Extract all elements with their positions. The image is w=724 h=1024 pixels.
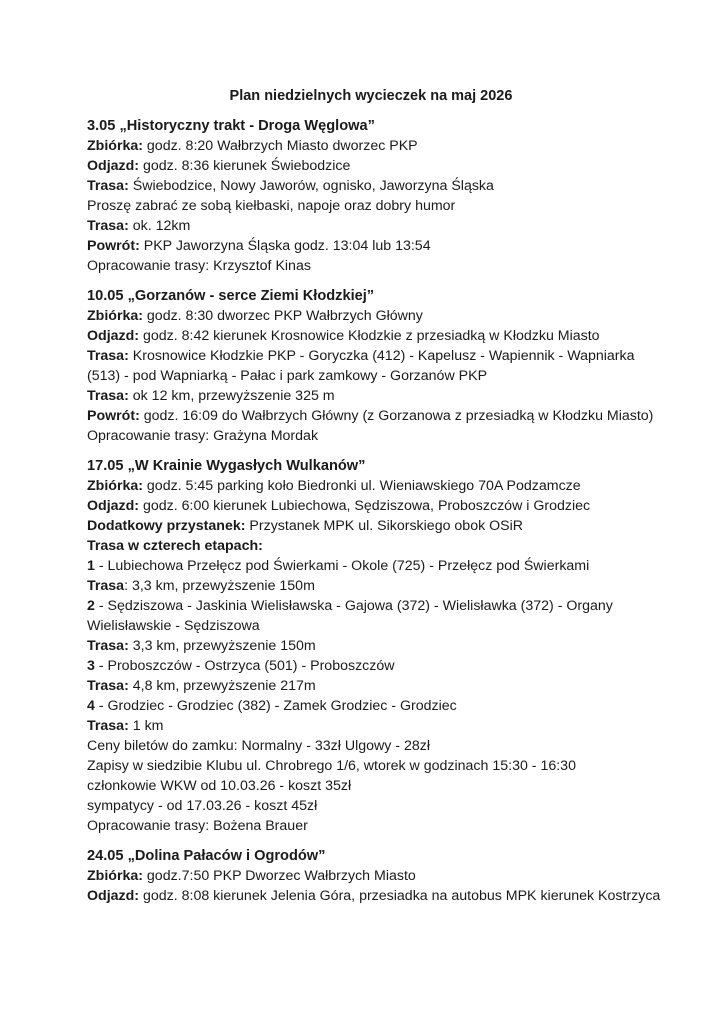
detail-text: ok. 12km [128, 218, 191, 234]
detail-label: 1 [87, 558, 95, 574]
trip-section [87, 116, 667, 276]
trip-detail-line [87, 516, 667, 536]
trip-detail-line [87, 716, 667, 736]
detail-text: Świebodzice, Nowy Jaworów, ognisko, Jaworzyna Śląska [128, 178, 494, 194]
trip-detail-line [87, 156, 667, 176]
detail-label: Trasa [87, 578, 125, 594]
detail-label: Trasa: [87, 388, 129, 404]
trip-detail-line [87, 796, 667, 816]
trip-detail-line [87, 756, 667, 776]
trip-detail-line [87, 256, 667, 276]
trip-detail-line [87, 216, 667, 236]
trip-detail-line [87, 556, 667, 576]
detail-label: Odjazd: [87, 158, 140, 174]
detail-text: 3,3 km, przewyższenie 150m [128, 638, 316, 654]
detail-label: Trasa: [87, 718, 129, 734]
trip-detail-line [87, 406, 667, 426]
trip-detail-line [87, 196, 667, 216]
detail-text: godz. 8:20 Wałbrzych Miasto dworzec PKP [142, 138, 418, 154]
detail-text: godz. 8:30 dworzec PKP Wałbrzych Główny [142, 308, 423, 324]
detail-text: - Proboszczów - Ostrzyca (501) - Proboszczów [94, 658, 395, 674]
detail-text: godz. 8:36 kierunek Świebodzice [139, 158, 351, 174]
detail-text: Opracowanie trasy: Krzysztof Kinas [87, 258, 311, 274]
detail-text: : 3,3 km, przewyższenie 150m [124, 578, 315, 594]
detail-label: Powrót: [87, 238, 140, 254]
document-page [87, 86, 667, 916]
detail-text: godz. 8:08 kierunek Jelenia Góra, przesiadka na autobus MPK kierunek Kostrzyca [139, 888, 661, 904]
detail-text: godz. 6:00 kierunek Lubiechowa, Sędziszowa, Proboszczów i Grodziec [139, 498, 591, 514]
detail-text: - Grodziec - Grodziec (382) - Zamek Grodziec - Grodziec [94, 698, 457, 714]
detail-text: - Sędziszowa - Jaskinia Wielisławska - Gajowa (372) - Wielisławka (372) - Organy Wielisławskie - Sędziszowa [87, 598, 613, 634]
detail-text: Zapisy w siedzibie Klubu ul. Chrobrego 1/6, wtorek w godzinach 15:30 - 16:30 [87, 758, 576, 774]
trip-detail-line [87, 426, 667, 446]
detail-text: godz.7:50 PKP Dworzec Wałbrzych Miasto [142, 868, 416, 884]
detail-text: - Lubiechowa Przełęcz pod Świerkami - Okole (725) - Przełęcz pod Świerkami [94, 558, 590, 574]
detail-label: Powrót: [87, 408, 140, 424]
trip-detail-line [87, 136, 667, 156]
trip-detail-line [87, 496, 667, 516]
trip-detail-line [87, 636, 667, 656]
trip-section [87, 846, 667, 906]
detail-label: 2 [87, 598, 95, 614]
detail-label: Dodatkowy przystanek: [87, 518, 246, 534]
trip-detail-line [87, 866, 667, 886]
detail-text: godz. 5:45 parking koło Biedronki ul. Wieniawskiego 70A Podzamcze [142, 478, 581, 494]
trip-detail-line [87, 676, 667, 696]
detail-label: Trasa: [87, 218, 129, 234]
document-title: Plan niedzielnych wycieczek na maj 2026 [229, 88, 513, 104]
trip-heading: 10.05 „Gorzanów - serce Ziemi Kłodzkiej” [87, 288, 375, 304]
trip-detail-line [87, 236, 667, 256]
detail-text: Opracowanie trasy: Bożena Brauer [87, 818, 308, 834]
detail-text: Proszę zabrać ze sobą kiełbaski, napoje oraz dobry humor [87, 198, 456, 214]
trip-section [87, 286, 667, 446]
trip-detail-line [87, 326, 667, 346]
detail-label: Trasa: [87, 178, 129, 194]
trip-heading: 17.05 „W Krainie Wygasłych Wulkanów” [87, 458, 366, 474]
detail-label: Trasa: [87, 348, 129, 364]
detail-text: ok 12 km, przewyższenie 325 m [128, 388, 335, 404]
detail-label: Odjazd: [87, 328, 140, 344]
trip-detail-line [87, 176, 667, 196]
detail-text: godz. 8:42 kierunek Krosnowice Kłodzkie z przesiadką w Kłodzku Miasto [139, 328, 600, 344]
sections-container [87, 116, 667, 906]
detail-text: Przystanek MPK ul. Sikorskiego obok OSiR [245, 518, 524, 534]
detail-text: Krosnowice Kłodzkie PKP - Goryczka (412) - Kapelusz - Wapiennik - Wapniarka (513) - pod Wapniarką - Pałac i park zamkowy - Gorzanów PKP [87, 348, 635, 384]
detail-label: Odjazd: [87, 498, 140, 514]
trip-detail-line [87, 776, 667, 796]
detail-text: PKP Jaworzyna Śląska godz. 13:04 lub 13:54 [139, 238, 431, 254]
detail-label: Trasa w czterech etapach: [87, 538, 263, 554]
detail-text: Ceny biletów do zamku: Normalny - 33zł Ulgowy - 28zł [87, 738, 430, 754]
trip-detail-line [87, 576, 667, 596]
detail-text: sympatycy - od 17.03.26 - koszt 45zł [87, 798, 318, 814]
trip-detail-line [87, 736, 667, 756]
trip-detail-line [87, 696, 667, 716]
detail-label: Trasa: [87, 638, 129, 654]
detail-text: członkowie WKW od 10.03.26 - koszt 35zł [87, 778, 352, 794]
trip-detail-line [87, 476, 667, 496]
trip-detail-line [87, 886, 667, 906]
detail-text: Opracowanie trasy: Grażyna Mordak [87, 428, 319, 444]
trip-heading: 3.05 „Historyczny trakt - Droga Węglowa” [87, 118, 375, 134]
trip-detail-line [87, 596, 667, 636]
detail-label: Odjazd: [87, 888, 140, 904]
trip-detail-line [87, 306, 667, 326]
detail-label: Zbiórka: [87, 478, 143, 494]
trip-detail-line [87, 656, 667, 676]
trip-detail-line [87, 536, 667, 556]
detail-label: 3 [87, 658, 95, 674]
detail-label: Zbiórka: [87, 138, 143, 154]
detail-text: 1 km [128, 718, 164, 734]
trip-detail-line [87, 816, 667, 836]
detail-label: Trasa: [87, 678, 129, 694]
trip-section [87, 456, 667, 836]
detail-text: godz. 16:09 do Wałbrzych Główny (z Gorzanowa z przesiadką w Kłodzku Miasto) [139, 408, 654, 424]
detail-label: Zbiórka: [87, 868, 143, 884]
trip-detail-line [87, 386, 667, 406]
detail-text: 4,8 km, przewyższenie 217m [128, 678, 316, 694]
detail-label: 4 [87, 698, 95, 714]
detail-label: Zbiórka: [87, 308, 143, 324]
trip-heading: 24.05 „Dolina Pałaców i Ogrodów” [87, 848, 326, 864]
trip-detail-line [87, 346, 667, 386]
